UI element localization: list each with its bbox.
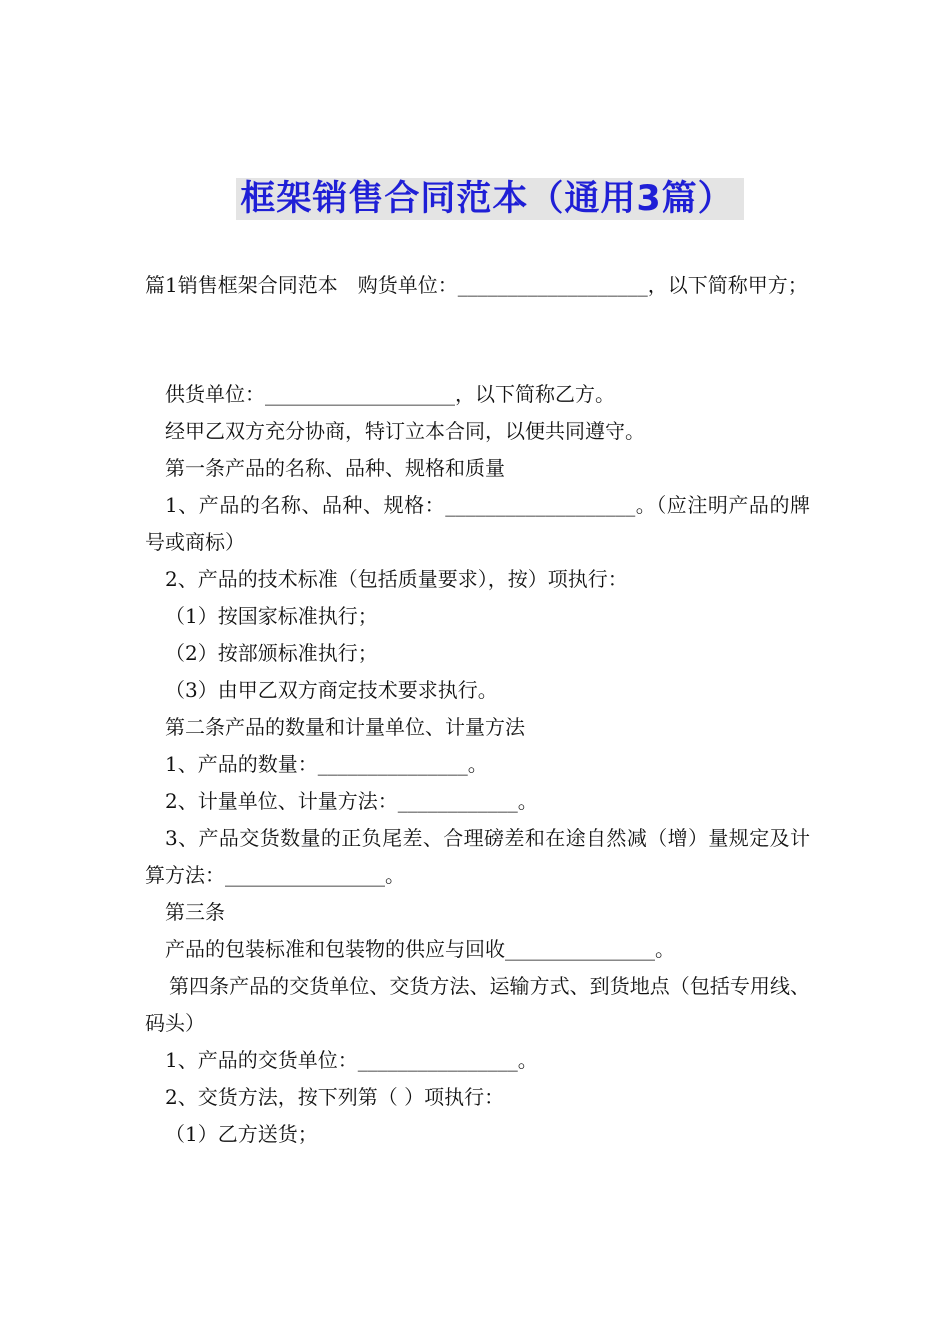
article-1-heading: 第一条产品的名称、品种、规格和质量 [165,456,505,480]
article-1-item-2: 2、产品的技术标准（包括质量要求），按）项执行： [165,567,628,591]
article-1-item-1: 1、产品的名称、品种、规格：___________________。（应注明产品的牌号或商标） [145,493,810,554]
article-2-item-2: 2、计量单位、计量方法：____________。 [165,789,538,813]
paragraph-agreement: 经甲乙双方充分协商，特订立本合同，以便共同遵守。 [165,419,645,443]
article-3-heading: 第三条 [165,900,225,924]
article-2-item-1: 1、产品的数量：_______________。 [165,752,488,776]
article-4-item-1: 1、产品的交货单位：________________。 [165,1048,538,1072]
article-1-sub-3: （3）由甲乙双方商定技术要求执行。 [165,678,498,702]
paragraph-gap [145,304,810,376]
article-4-heading: 第四条产品的交货单位、交货方法、运输方式、到货地点（包括专用线、码头） [145,974,810,1035]
document-body [145,266,810,1153]
article-2-item-3: 3、产品交货数量的正负尾差、合理磅差和在途自然减（增）量规定及计算方法：________________。 [145,826,810,887]
article-3-body: 产品的包装标准和包装物的供应与回收_______________。 [165,937,675,961]
title-container [0,178,950,220]
paragraph-intro: 篇1销售框架合同范本 购货单位：___________________，以下简称甲方； [145,273,808,297]
paragraph-supplier: 供货单位：___________________，以下简称乙方。 [165,382,615,406]
article-4-sub-1: （1）乙方送货； [165,1122,318,1146]
article-2-heading: 第二条产品的数量和计量单位、计量方法 [165,715,525,739]
article-1-sub-2: （2）按部颁标准执行； [165,641,378,665]
article-1-sub-1: （1）按国家标准执行； [165,604,378,628]
article-4-item-2: 2、交货方法，按下列第（ ）项执行： [165,1085,505,1109]
document-title: 框架销售合同范本（通用3篇） [236,178,743,220]
